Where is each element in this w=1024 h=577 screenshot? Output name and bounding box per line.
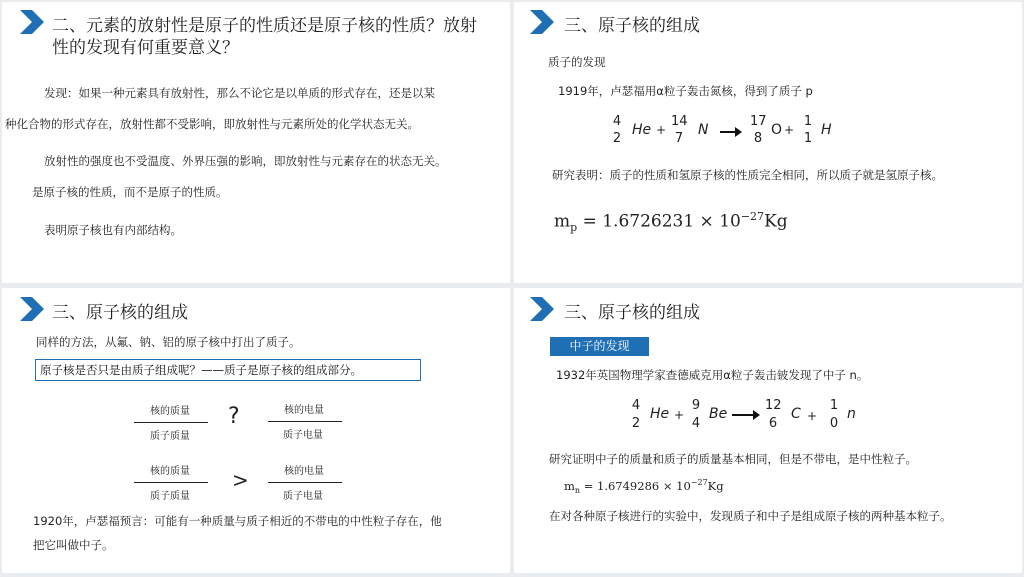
panel-title-cont: 性的发现有何重要意义？ [52,38,239,58]
paragraph-line: 放射性的强度也不受温度、外界压强的影响，即放射性与元素存在的状态无关。 [44,154,447,168]
o-mass-number: 17 [750,114,767,129]
c-symbol: C [791,406,801,422]
chevron-right-icon [20,297,46,321]
chevron-right-icon [20,10,46,34]
slide-panel-4 [514,288,1022,573]
he-mass-number: 4 [631,398,641,413]
he-atomic-number: 2 [612,131,622,146]
n-symbol: N [698,122,709,138]
be-symbol: Be [709,406,728,422]
paragraph-line: 1932年英国物理学家查德威克用α粒子轰击铍发现了中子 n。 [556,368,869,382]
plus-sign: + [784,123,795,137]
fraction-denominator: 质子电量 [283,430,323,441]
he-symbol: He [650,406,670,422]
fraction-denominator: 质子质量 [150,431,190,442]
paragraph-line: 1919年，卢瑟福用α粒子轰击氮核，得到了质子 p [558,84,813,98]
neutron-mass-formula: $m_n = 1.6749286 \times 10^{-27}Kg$ [564,478,724,496]
proton-mass-formula: $m_p = 1.6726231 \times 10^{-27}Kg$ [554,210,788,235]
fraction-numerator: 核的质量 [150,466,190,477]
plus-sign: + [656,123,667,137]
fraction-bar [268,482,342,483]
section-badge: 中子的发现 [550,337,649,356]
paragraph-line: 研究证明中子的质量和质子的质量基本相同，但是不带电，是中性粒子。 [549,452,917,466]
h-mass-number: 1 [803,114,813,129]
panel-title: 三、原子核的组成 [564,303,700,323]
paragraph-line: 在对各种原子核进行的实验中，发现质子和中子是组成原子核的两种基本粒子。 [549,509,952,523]
panel-title: 二、元素的放射性是原子的性质还是原子核的性质？放射 [52,16,477,36]
comparison-operator: > [232,468,249,492]
fraction-numerator: 核的电量 [284,466,324,477]
paragraph-line: 发现：如果一种元素具有放射性，那么不论它是以单质的形式存在，还是以某 [44,86,435,100]
plus-sign: + [807,409,818,423]
fraction-bar [134,422,208,423]
o-symbol: O [771,122,783,138]
h-symbol: H [821,122,832,138]
chevron-right-icon [530,297,556,321]
fraction-denominator: 质子电量 [283,491,323,502]
c-atomic-number: 6 [768,416,778,431]
be-mass-number: 9 [691,398,701,413]
c-mass-number: 12 [765,398,782,413]
he-symbol: He [632,122,652,138]
reaction-arrow-icon [720,131,740,133]
n-atomic-number: 7 [674,131,684,146]
comparison-operator: ? [228,404,240,429]
subtitle: 质子的发现 [548,55,606,69]
be-atomic-number: 4 [691,416,701,431]
slide-panel-3 [2,288,510,573]
paragraph-line: 1920年，卢瑟福预言：可能有一种质量与质子相近的不带电的中性粒子存在，他 [33,514,442,528]
paragraph-line: 把它叫做中子。 [33,538,114,552]
paragraph-line: 是原子核的性质，而不是原子的性质。 [32,185,228,199]
n-mass-number: 1 [829,398,839,413]
slide-panel-2 [514,2,1022,283]
highlight-box [35,359,421,381]
n-mass-number: 14 [671,114,688,129]
o-atomic-number: 8 [753,131,763,146]
fraction-numerator: 核的质量 [150,406,190,417]
neutron-symbol: n [847,406,856,422]
he-atomic-number: 2 [631,416,641,431]
h-atomic-number: 1 [803,131,813,146]
panel-title: 三、原子核的组成 [52,303,188,323]
fraction-bar [268,421,342,422]
slide-panel-1 [2,2,510,283]
paragraph-line: 种化合物的形式存在，放射性都不受影响，即放射性与元素所处的化学状态无关。 [5,117,419,131]
plus-sign: + [674,408,685,422]
paragraph-line: 研究表明：质子的性质和氢原子核的性质完全相同，所以质子就是氢原子核。 [552,168,943,182]
paragraph-line: 同样的方法，从氟、钠、铝的原子核中打出了质子。 [36,335,301,349]
fraction-numerator: 核的电量 [284,405,324,416]
panel-title: 三、原子核的组成 [564,16,700,36]
fraction-denominator: 质子质量 [150,491,190,502]
reaction-arrow-icon [732,414,758,416]
he-mass-number: 4 [612,114,622,129]
chevron-right-icon [530,10,556,34]
highlight-text: 原子核是否只是由质子组成呢？——质子是原子核的组成部分。 [40,363,362,377]
fraction-bar [134,482,208,483]
n-atomic-number: 0 [829,416,839,431]
paragraph-line: 表明原子核也有内部结构。 [44,223,182,237]
